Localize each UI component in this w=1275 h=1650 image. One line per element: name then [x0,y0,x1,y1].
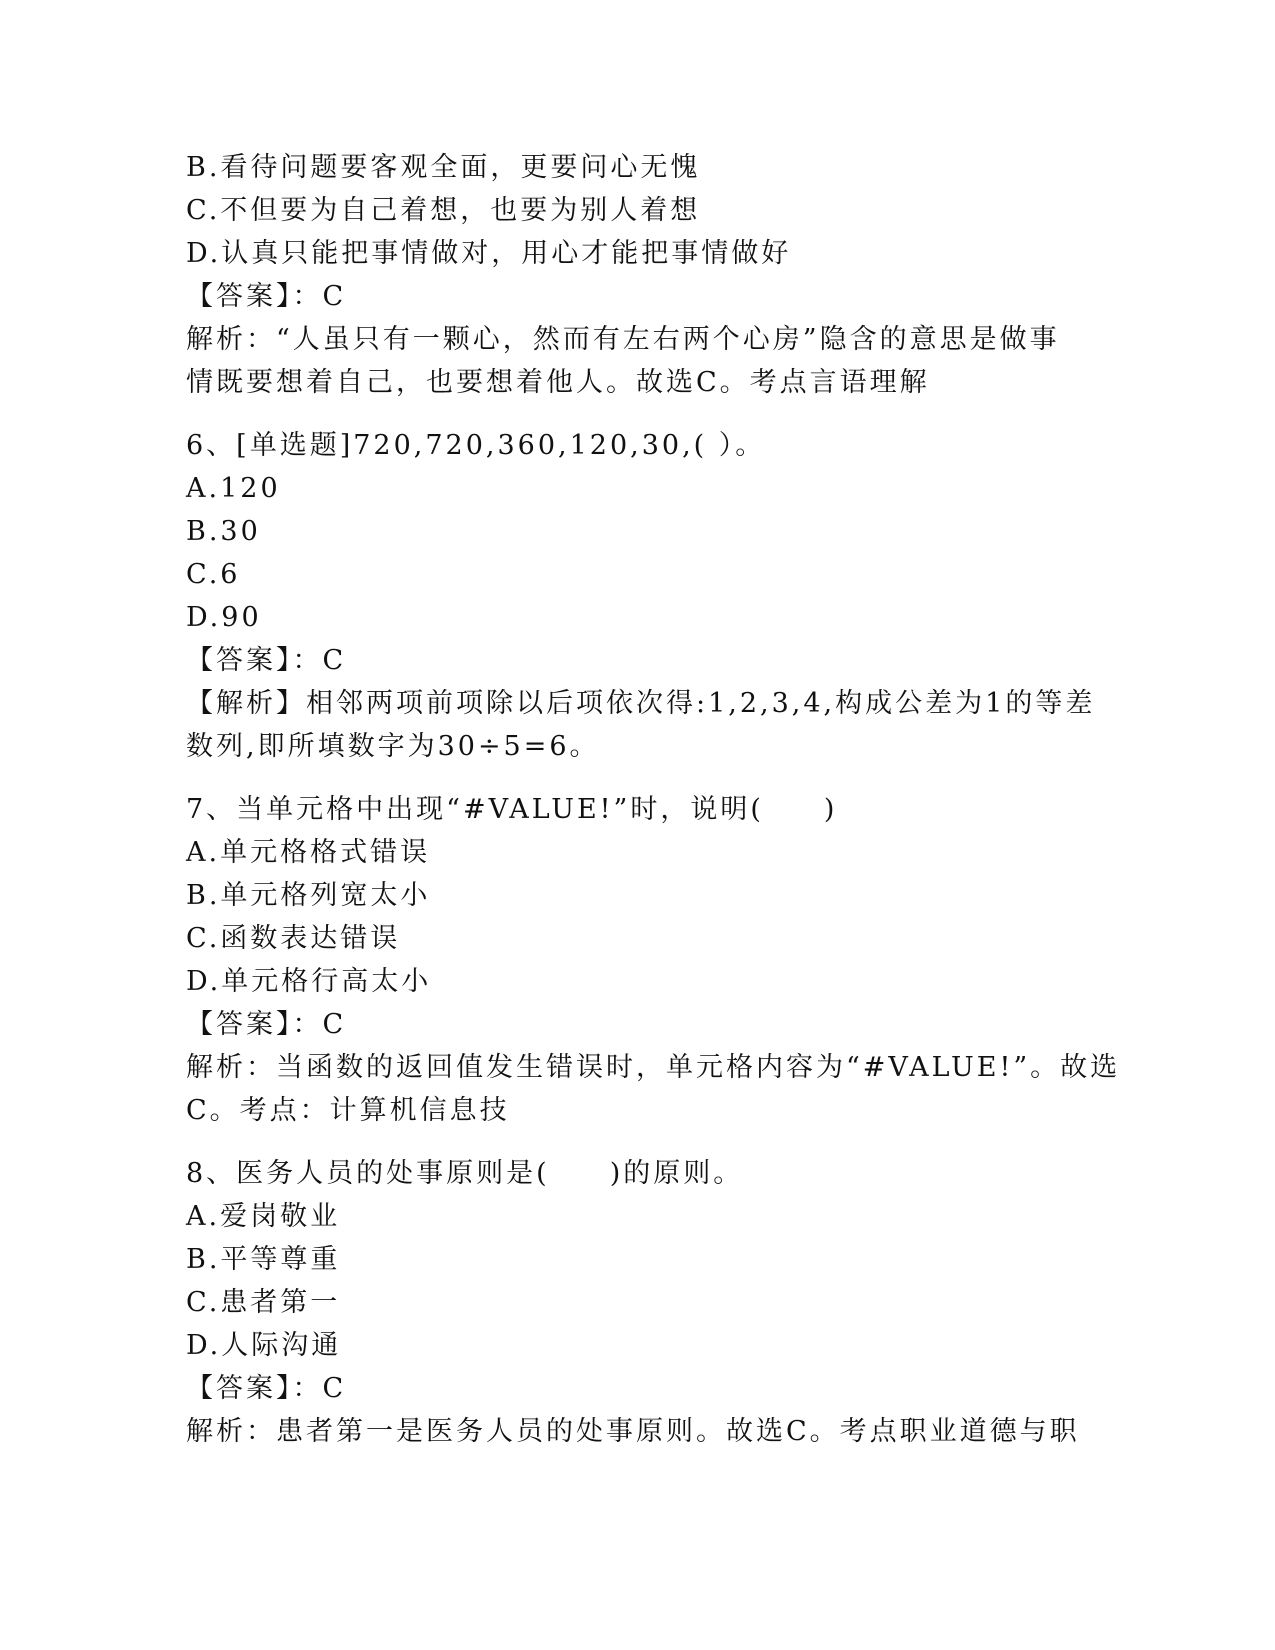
q6-option-d: D.90 [186,602,262,633]
q7-option-a: A.单元格格式错误 [186,837,431,868]
q5-answer: 【答案】：C [186,281,347,312]
q7-stem: 7、当单元格中出现“#VALUE!”时，说明( ) [186,794,838,825]
q6-option-b: B.30 [186,516,261,547]
q5-analysis-line2: 情既要想着自己，也要想着他人。故选C。考点言语理解 [186,367,930,398]
q7-option-b: B.单元格列宽太小 [186,880,431,911]
q6-option-a: A.120 [186,473,281,504]
q8-option-a: A.爱岗敬业 [186,1201,341,1232]
q5-option-d: D.认真只能把事情做对，用心才能把事情做好 [186,238,792,269]
q8-analysis-line1: 解析：患者第一是医务人员的处事原则。故选C。考点职业道德与职 [186,1416,1080,1447]
q6-analysis-line2: 数列,即所填数字为30÷5=6。 [186,731,600,762]
q7-option-d: D.单元格行高太小 [186,966,432,997]
q7-analysis-line2: C。考点：计算机信息技 [186,1095,510,1126]
q7-option-c: C.函数表达错误 [186,923,401,954]
q6-analysis-line1: 【解析】相邻两项前项除以后项依次得:1,2,3,4,构成公差为1的等差 [186,688,1096,719]
q5-option-c: C.不但要为自己着想，也要为别人着想 [186,195,701,226]
q6-answer: 【答案】：C [186,645,347,676]
q5-analysis-line1: 解析：“人虽只有一颗心，然而有左右两个心房”隐含的意思是做事 [186,324,1060,355]
q7-answer: 【答案】：C [186,1009,347,1040]
q7-analysis-line1: 解析：当函数的返回值发生错误时，单元格内容为“#VALUE!”。故选 [186,1052,1121,1083]
q6-option-c: C.6 [186,559,241,590]
q8-option-b: B.平等尊重 [186,1244,341,1275]
question-spacer [186,1132,1086,1152]
q8-stem: 8、医务人员的处事原则是( )的原则。 [186,1158,744,1189]
q8-option-c: C.患者第一 [186,1287,341,1318]
question-spacer [186,404,1086,424]
q8-answer: 【答案】：C [186,1373,347,1404]
question-spacer [186,768,1086,788]
document-content [186,146,1121,1453]
q5-option-b: B.看待问题要客观全面，更要问心无愧 [186,152,701,183]
q6-stem: 6、[单选题]720,720,360,120,30,( ）。 [186,430,766,461]
q8-option-d: D.人际沟通 [186,1330,342,1361]
